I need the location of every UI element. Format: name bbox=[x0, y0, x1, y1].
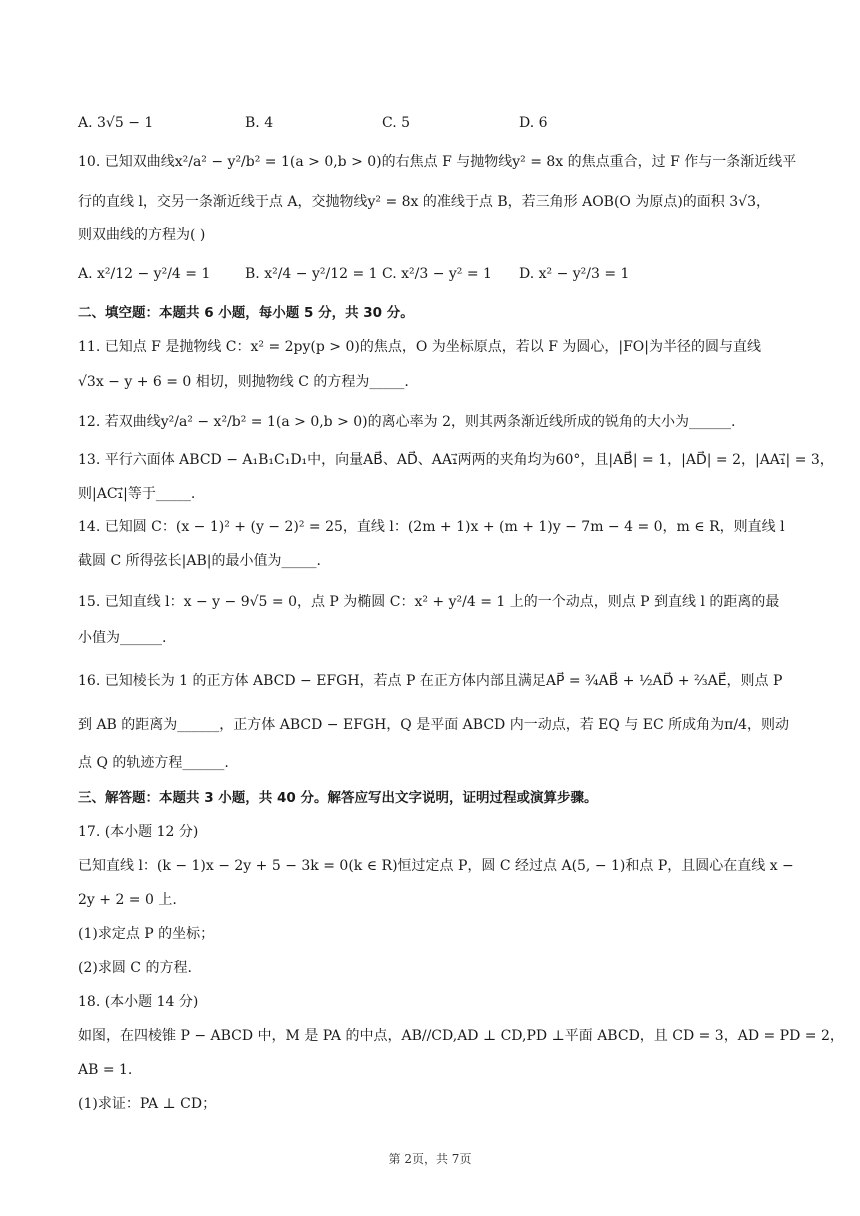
q18-part-1: (1)求证：PA ⊥ CD； bbox=[78, 1096, 217, 1112]
q17-line-1: 已知直线 l：(k − 1)x − 2y + 5 − 3k = 0(k ∈ R)恒过定点 P，圆 C 经过点 A(5, − 1)和点 P，且圆心在直线 x − bbox=[78, 858, 794, 874]
q16-line-3: 点 Q 的轨迹方程______. bbox=[78, 755, 229, 771]
q10-line-2: 行的直线 l，交另一条渐近线于点 A，交抛物线y² = 8x 的准线于点 B，若三角形 AOB(O 为原点)的面积 3√3， bbox=[78, 194, 770, 210]
q10-line-1: 10. 已知双曲线x²/a² − y²/b² = 1(a > 0,b > 0)的右焦点 F 与抛物线y² = 8x 的焦点重合，过 F 作与一条渐近线平 bbox=[78, 154, 797, 170]
page-footer: 第 2页，共 7页 bbox=[388, 1152, 472, 1166]
q14-line-1: 14. 已知圆 C：(x − 1)² + (y − 2)² = 25，直线 l：(2m + 1)x + (m + 1)y − 7m − 4 = 0，m ∈ R，则直线 l bbox=[78, 519, 785, 535]
q10-line-3: 则双曲线的方程为( ) bbox=[78, 227, 206, 243]
q13-line-1: 13. 平行六面体 ABCD − A₁B₁C₁D₁中，向量AB⃗、AD⃗、AA₁⃗两两的夹角均为60°，且|AB⃗| = 1，|AD⃗| = 2，|AA₁⃗| = 3， bbox=[78, 452, 834, 468]
q9-option-a: A. 3√5 − 1 bbox=[78, 115, 154, 131]
q10-option-b: B. x²/4 − y²/12 = 1 bbox=[245, 266, 378, 282]
q18-line-1: 如图，在四棱锥 P − ABCD 中，M 是 PA 的中点，AB//CD,AD ⊥ CD,PD ⊥平面 ABCD，且 CD = 3，AD = PD = 2， bbox=[78, 1028, 844, 1044]
q16-line-2: 到 AB 的距离为______，正方体 ABCD − EFGH，Q 是平面 ABCD 内一动点，若 EQ 与 EC 所成角为π/4，则动 bbox=[78, 717, 789, 733]
q9-option-d: D. 6 bbox=[519, 115, 548, 131]
q10-option-a: A. x²/12 − y²/4 = 1 bbox=[78, 266, 211, 282]
q15-line-1: 15. 已知直线 l：x − y − 9√5 = 0，点 P 为椭圆 C：x² + y²/4 = 1 上的一个动点，则点 P 到直线 l 的距离的最 bbox=[78, 594, 780, 610]
q11-line-1: 11. 已知点 F 是抛物线 C：x² = 2py(p > 0)的焦点，O 为坐标原点，若以 F 为圆心，|FO|为半径的圆与直线 bbox=[78, 339, 761, 355]
q17-header: 17. (本小题 12 分) bbox=[78, 824, 199, 840]
q16-line-1: 16. 已知棱长为 1 的正方体 ABCD − EFGH，若点 P 在正方体内部且满足AP⃗ = ¾AB⃗ + ½AD⃗ + ⅔AE⃗，则点 P bbox=[78, 673, 783, 689]
q12-line-1: 12. 若双曲线y²/a² − x²/b² = 1(a > 0,b > 0)的离心率为 2，则其两条渐近线所成的锐角的大小为______. bbox=[78, 414, 736, 430]
q18-header: 18. (本小题 14 分) bbox=[78, 994, 199, 1010]
q9-option-b: B. 4 bbox=[245, 115, 274, 131]
q10-option-c: C. x²/3 − y² = 1 bbox=[382, 266, 492, 282]
q17-part-2: (2)求圆 C 的方程. bbox=[78, 960, 192, 976]
q17-line-2: 2y + 2 = 0 上. bbox=[78, 892, 177, 908]
q9-option-c: C. 5 bbox=[382, 115, 411, 131]
section-2-title: 二、填空题：本题共 6 小题，每小题 5 分，共 30 分。 bbox=[78, 305, 414, 321]
q13-line-2: 则|AC₁⃗|等于_____. bbox=[78, 486, 196, 502]
q17-part-1: (1)求定点 P 的坐标； bbox=[78, 926, 215, 942]
q11-line-2: √3x − y + 6 = 0 相切，则抛物线 C 的方程为_____. bbox=[78, 374, 409, 390]
q10-option-d: D. x² − y²/3 = 1 bbox=[519, 266, 630, 282]
q18-line-2: AB = 1. bbox=[78, 1062, 133, 1078]
section-3-title: 三、解答题：本题共 3 小题，共 40 分。解答应写出文字说明，证明过程或演算步骤。 bbox=[78, 790, 598, 806]
q15-line-2: 小值为______. bbox=[78, 630, 167, 646]
q14-line-2: 截圆 C 所得弦长|AB|的最小值为_____. bbox=[78, 553, 321, 569]
